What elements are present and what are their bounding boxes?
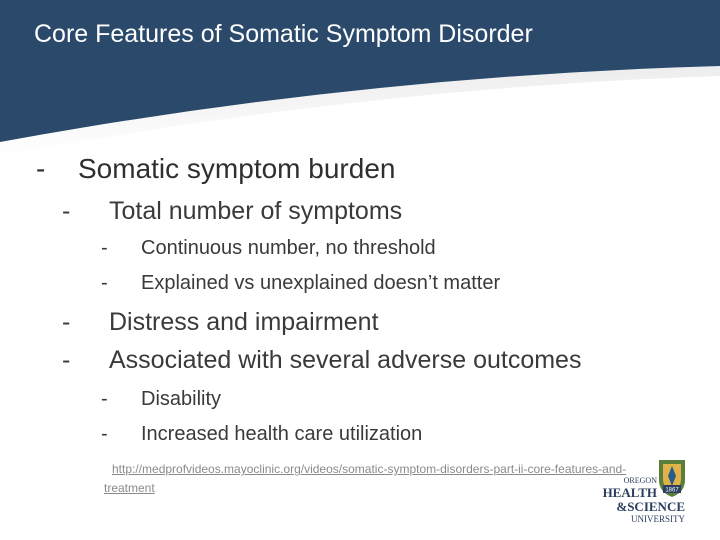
ohsu-logo bbox=[593, 458, 689, 530]
title-banner bbox=[0, 0, 720, 160]
shield-icon bbox=[657, 458, 687, 498]
logo-line-oregon: OREGON bbox=[623, 476, 657, 485]
bullet-dash: - bbox=[101, 237, 108, 259]
bullet-dash: - bbox=[101, 388, 108, 410]
logo-line-university: UNIVERSITY bbox=[631, 514, 685, 524]
bullet-text: Continuous number, no threshold bbox=[141, 237, 436, 259]
bullet-text: Total number of symptoms bbox=[109, 197, 403, 225]
bullet-text: Explained vs unexplained doesn’t matter bbox=[141, 272, 501, 294]
bullet-dash: - bbox=[62, 346, 71, 374]
page-title: Core Features of Somatic Symptom Disorder bbox=[34, 20, 533, 48]
logo-line-health: HEALTH bbox=[602, 485, 657, 500]
bullet-dash: - bbox=[101, 423, 108, 445]
bullet-text: Associated with several adverse outcomes bbox=[109, 346, 582, 374]
bullet-dash: - bbox=[62, 308, 71, 336]
bullet-text: Distress and impairment bbox=[109, 308, 379, 336]
bullet-text: Disability bbox=[141, 388, 222, 410]
bullet-dash: - bbox=[62, 197, 71, 225]
bullet-dash: - bbox=[101, 272, 108, 294]
reference-link[interactable]: http://medprofvideos.mayoclinic.org/videos/somatic-symptom-disorders-part-ii-core-features-and-treatment bbox=[104, 462, 627, 495]
bullet-text: Increased health care utilization bbox=[141, 423, 423, 445]
bullet-dash: - bbox=[36, 153, 46, 184]
seal-text: 1867 bbox=[665, 487, 679, 494]
bullet-text: Somatic symptom burden bbox=[78, 153, 396, 184]
logo-line-science: &SCIENCE bbox=[616, 499, 685, 514]
